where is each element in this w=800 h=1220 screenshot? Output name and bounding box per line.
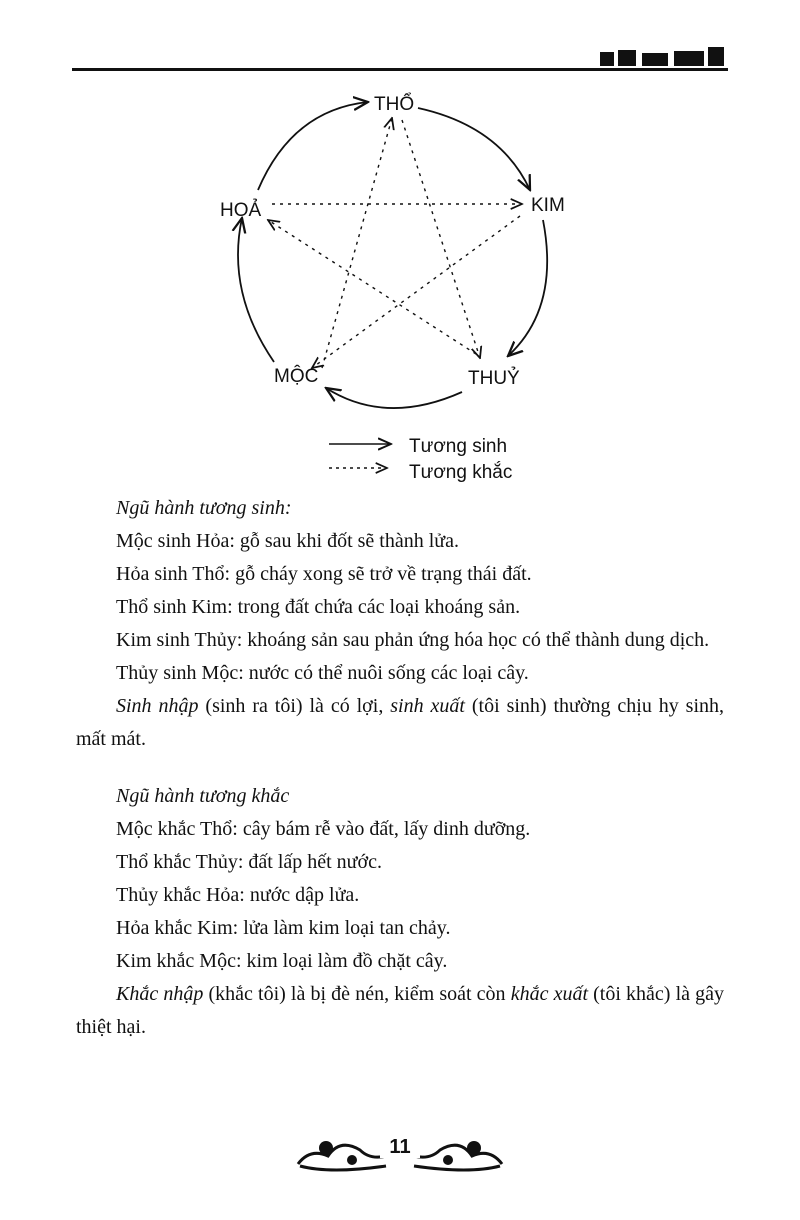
legend-khac-label: Tương khắc: [409, 462, 513, 483]
khac-line: Thủy khắc Hỏa: nước dập lửa.: [116, 884, 360, 906]
sinh-line: Kim sinh Thủy: khoáng sản sau phản ứng hóa học có thể thành dung dịch.: [116, 629, 710, 651]
body-text: [76, 492, 724, 1044]
khac-line: Kim khắc Mộc: kim loại làm đồ chặt cây.: [116, 950, 448, 972]
diagram-legend: [325, 432, 545, 488]
page-number: 11: [380, 1136, 420, 1158]
khac-line: Thổ khắc Thủy: đất lấp hết nước.: [116, 851, 382, 873]
khac-note-term-2: khắc xuất: [510, 983, 589, 1005]
khac-heading: Ngũ hành tương khắc: [116, 785, 290, 807]
sinh-line: Thủy sinh Mộc: nước có thể nuôi sống các loại cây.: [116, 662, 529, 684]
node-hoa-label: HOẢ: [220, 200, 262, 221]
header-rule: [72, 68, 728, 71]
sinh-line: Hỏa sinh Thổ: gỗ cháy xong sẽ trở về trạng thái đất.: [116, 563, 532, 585]
khac-note-term-1: Khắc nhập: [116, 983, 204, 1005]
sinh-note: Sinh nhập (sinh ra tôi) là có lợi, sinh xuất (tôi sinh) thường chịu hy sinh, mất mát.: [76, 695, 724, 750]
sinh-arrow-thuy-moc: [326, 388, 462, 408]
node-tho-label: THỔ: [374, 94, 415, 115]
khac-line: Hỏa khắc Kim: lửa làm kim loại tan chảy.: [116, 917, 451, 939]
khac-arrow-tho-thuy: [402, 120, 480, 358]
khac-arrow-kim-moc: [312, 216, 520, 368]
khac-arrow-moc-tho: [322, 118, 392, 368]
sinh-arrow-moc-hoa: [238, 218, 274, 362]
khac-note: Khắc nhập (khắc tôi) là bị đè nén, kiểm soát còn khắc xuất (tôi khắc) là gây thiệt hại.: [76, 983, 725, 1038]
sinh-note-term-2: sinh xuất: [390, 695, 465, 717]
legend-sinh-label: Tương sinh: [409, 436, 508, 457]
sinh-note-term-1: Sinh nhập: [116, 695, 199, 717]
node-moc-label: MỘC: [274, 366, 319, 387]
sinh-arrow-tho-kim: [418, 108, 530, 190]
header-logo-mark: [594, 44, 728, 68]
sinh-arrow-kim-thuy: [508, 220, 547, 356]
sinh-line: Mộc sinh Hỏa: gỗ sau khi đốt sẽ thành lửa.: [116, 530, 460, 552]
five-elements-diagram: [200, 86, 580, 426]
sinh-line: Thổ sinh Kim: trong đất chứa các loại khoáng sản.: [116, 596, 521, 618]
node-thuy-label: THUỶ: [468, 368, 520, 389]
sinh-arrow-hoa-tho: [258, 102, 368, 190]
node-kim-label: KIM: [531, 195, 565, 216]
sinh-heading: Ngũ hành tương sinh:: [116, 497, 292, 519]
khac-line: Mộc khắc Thổ: cây bám rễ vào đất, lấy dinh dưỡng.: [116, 818, 531, 840]
khac-arrow-thuy-hoa: [268, 220, 476, 354]
